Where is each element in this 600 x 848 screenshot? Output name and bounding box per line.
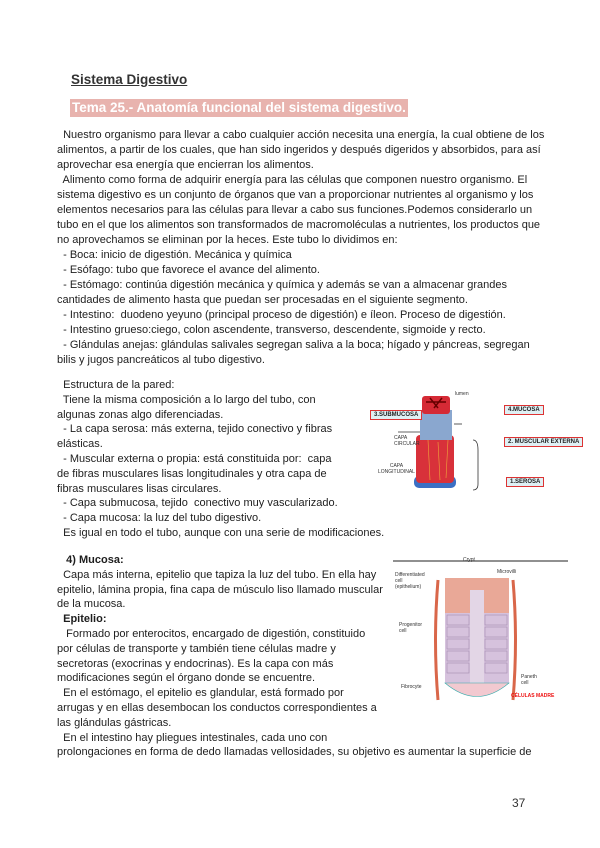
intro-line: - Intestino: duodeno yeyuno (principal proceso de digestión) e íleon. Proceso de digestión. xyxy=(57,309,506,321)
estructura-line: - Muscular externa o propia: está constituida por: capa xyxy=(57,453,332,465)
label-lumen: lumen xyxy=(455,391,469,397)
estructura-line: - La capa serosa: más externa, tejido conectivo y fibras xyxy=(57,423,333,436)
label-fibrocyte: Fibrocyte xyxy=(401,684,422,690)
label-submucosa: 3.SUBMUCOSA xyxy=(370,410,422,420)
estructura-line: de fibras musculares lisas longitudinales y otra capa de xyxy=(57,467,327,480)
label-serosa: 1.SEROSA xyxy=(506,477,544,487)
intro-line: elementos necesarios para las células para llevar a cabo sus funciones.Podemos considerarlo un xyxy=(57,204,533,216)
mucosa-line: por células de transporte y también tiene células madre y xyxy=(57,642,336,655)
label-crypt: Crypt xyxy=(463,557,475,563)
estructura-line: elásticas. xyxy=(57,438,103,451)
estructura-line: Estructura de la pared: xyxy=(57,379,175,391)
mucosa-line: 4) Mucosa: xyxy=(57,554,124,566)
intro-line: cantidades de alimento hasta que puedan ser procesadas en el siguiente segmento. xyxy=(57,294,468,306)
intro-line: alimentos, a partir de los cuales, que han sido ingeridos y después digeridos y absorbidos, para así xyxy=(57,144,541,156)
estructura-line: - Capa submucosa, tejido conectivo muy vascularizado. xyxy=(57,497,338,510)
mucosa-line: de la mucosa. xyxy=(57,598,126,611)
intro-line: sistema digestivo es un conjunto de órganos que van a proporcionar nutrientes al organismo y los xyxy=(57,189,534,201)
mucosa-line: secretoras (exocrinas y endocrinas). Es la capa con más xyxy=(57,657,334,670)
intro-line: Nuestro organismo para llevar a cabo cualquier acción necesita una energía, la cual obtiene de los xyxy=(57,129,545,141)
intestinal-crypt-figure xyxy=(393,557,573,702)
estructura-line: Tiene la misma composición a lo largo del tubo, con xyxy=(57,393,316,406)
intro-line: - Esófago: tubo que favorece el avance del alimento. xyxy=(57,264,320,276)
label-capa-circular: CAPA CIRCULAR xyxy=(394,435,420,447)
mucosa-line: Formado por enterocitos, encargado de digestión, constituido xyxy=(57,628,366,640)
intro-line: no aprovechamos se eliminan por la heces. Este tubo lo dividimos en: xyxy=(57,234,398,246)
mucosa-line: las glándulas gástricas. xyxy=(57,716,172,729)
mucosa-line: arrugas y en ellas desembocan los conductos correspondientes a xyxy=(57,702,377,714)
intro-line: aprovechar esa energía que encierran los alimentos. xyxy=(57,159,314,171)
mucosa-line: epitelio, lámina propia, fina capa de músculo liso llamado muscular xyxy=(57,583,383,596)
intro-line: Alimento como forma de adquirir energía para las células que componen nuestro organismo. El xyxy=(57,174,528,186)
mucosa-line: Epitelio: xyxy=(57,613,107,626)
label-muscular-externa: 2. MUSCULAR EXTERNA xyxy=(504,437,583,447)
label-microvilli: Microvilli xyxy=(497,569,517,575)
mucosa-line: En el intestino hay pliegues intestinales, cada uno con xyxy=(57,731,328,744)
estructura-line: fibras musculares lisas circulares. xyxy=(57,482,222,495)
digestive-wall-figure xyxy=(368,390,578,500)
label-differentiated-cell: Differentiated cell (epithelium) xyxy=(395,572,425,590)
label-capa-longitudinal: CAPA LONGITUDINAL xyxy=(378,463,415,475)
intro-line: tubo en el que los alimentos son transformados de macromoléculas a nutrientes, los productos que xyxy=(57,219,541,231)
mucosa-line: En el estómago, el epitelio es glandular, está formado por xyxy=(57,687,344,700)
intro-line: bilis y jugos pancreáticos al tubo digestivo. xyxy=(57,354,265,366)
intro-line: - Boca: inicio de digestión. Mecánica y química xyxy=(57,249,292,261)
intro-line: - Glándulas anejas: glándulas salivales segregan saliva a la boca; hígado y páncreas, segregan xyxy=(57,339,530,351)
label-celulas-madre: CÉLULAS MADRE xyxy=(511,693,555,699)
mucosa-line: prolongaciones en forma de dedo llamadas vellosidades, su objetivo es aumentar la superficie de xyxy=(57,746,532,759)
label-progenitor-cell: Progenitor cell xyxy=(399,622,423,634)
intro-line: - Estómago: continúa digestión mecánica y química y además se van a almacenar grandes xyxy=(57,279,508,291)
topic-heading: Tema 25.- Anatomía funcional del sistema digestivo. xyxy=(72,100,406,115)
label-mucosa: 4.MUCOSA xyxy=(504,405,544,415)
mucosa-line: Capa más interna, epitelio que tapiza la luz del tubo. En ella hay xyxy=(57,568,377,581)
intro-line: - Intestino grueso:ciego, colon ascendente, transverso, descendente, sigmoide y recto. xyxy=(57,324,486,336)
estructura-line: Es igual en todo el tubo, aunque con una serie de modificaciones. xyxy=(57,527,385,539)
label-paneth-cell: Paneth cell xyxy=(521,674,537,686)
estructura-line: algunas zonas algo diferenciadas. xyxy=(57,408,224,421)
page-number: 37 xyxy=(512,796,526,810)
estructura-line: - Capa mucosa: la luz del tubo digestivo. xyxy=(57,512,262,525)
document-title: Sistema Digestivo xyxy=(71,72,188,87)
mucosa-line: modificaciones según el órgano donde se encuentre. xyxy=(57,672,316,685)
